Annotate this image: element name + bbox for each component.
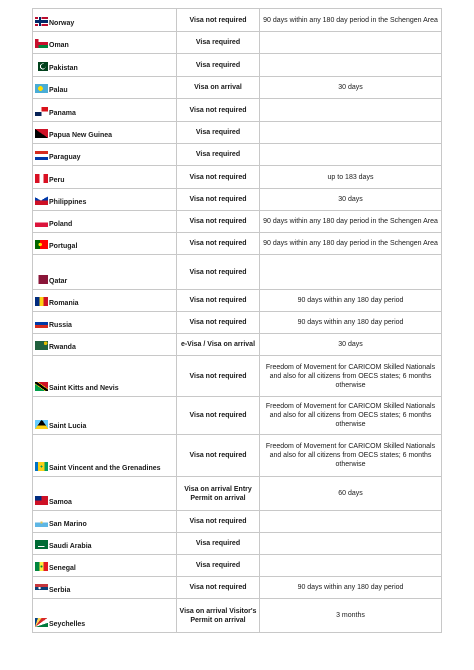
- allowed-stay: 3 months: [260, 599, 442, 633]
- visa-requirement: Visa required: [177, 32, 260, 54]
- country-cell: [33, 334, 177, 356]
- country-name: Saudi Arabia: [49, 543, 92, 550]
- table-row: [33, 122, 442, 144]
- country-cell: [33, 290, 177, 312]
- country-cell: [33, 32, 177, 54]
- allowed-stay: Freedom of Movement for CARICOM Skilled Nationals and also for all citizens from OECS states; 6 months otherwise: [260, 397, 442, 435]
- peru-flag-icon: [35, 174, 48, 183]
- table-row: [33, 511, 442, 533]
- table-row: [33, 99, 442, 122]
- country-name: Philippines: [49, 199, 87, 206]
- country-cell: [33, 599, 177, 633]
- country-name: Samoa: [49, 499, 72, 506]
- visa-requirement: Visa not required: [177, 9, 260, 32]
- allowed-stay: [260, 533, 442, 555]
- country-name: Rwanda: [49, 344, 76, 351]
- visa-requirements-table: [32, 8, 442, 633]
- table-row: [33, 599, 442, 633]
- country-cell: [33, 77, 177, 99]
- country-cell: [33, 397, 177, 435]
- allowed-stay: 90 days within any 180 day period in the Schengen Area: [260, 211, 442, 233]
- table-row: [33, 356, 442, 397]
- country-name: Romania: [49, 300, 79, 307]
- allowed-stay: [260, 99, 442, 122]
- allowed-stay: 30 days: [260, 334, 442, 356]
- visa-requirement: Visa required: [177, 144, 260, 166]
- allowed-stay: [260, 122, 442, 144]
- country-name: Serbia: [49, 587, 71, 594]
- allowed-stay: [260, 144, 442, 166]
- country-cell: [33, 211, 177, 233]
- country-cell: [33, 144, 177, 166]
- san-marino-flag-icon: [35, 518, 48, 527]
- allowed-stay: [260, 32, 442, 54]
- allowed-stay: [260, 255, 442, 290]
- visa-requirement: Visa not required: [177, 511, 260, 533]
- country-name: Palau: [49, 87, 68, 94]
- visa-requirement: Visa required: [177, 555, 260, 577]
- romania-flag-icon: [35, 297, 48, 306]
- papua-new-guinea-flag-icon: [35, 129, 48, 138]
- table-row: [33, 312, 442, 334]
- country-cell: [33, 533, 177, 555]
- portugal-flag-icon: [35, 240, 48, 249]
- visa-requirement: e-Visa / Visa on arrival: [177, 334, 260, 356]
- country-name: Saint Vincent and the Grenadines: [49, 465, 161, 472]
- allowed-stay: 90 days within any 180 day period: [260, 312, 442, 334]
- country-name: Russia: [49, 322, 72, 329]
- table-row: [33, 477, 442, 511]
- country-cell: [33, 233, 177, 255]
- table-row: [33, 166, 442, 189]
- table-row: [33, 189, 442, 211]
- country-name: Papua New Guinea: [49, 132, 113, 139]
- saint-kitts-and-nevis-flag-icon: [35, 382, 48, 391]
- seychelles-flag-icon: [35, 618, 48, 627]
- allowed-stay: up to 183 days: [260, 166, 442, 189]
- visa-requirement: Visa on arrival: [177, 77, 260, 99]
- country-name: Poland: [49, 221, 73, 228]
- poland-flag-icon: [35, 218, 48, 227]
- country-cell: [33, 577, 177, 599]
- country-name: Peru: [49, 177, 65, 184]
- allowed-stay: 30 days: [260, 77, 442, 99]
- visa-requirement: Visa not required: [177, 577, 260, 599]
- visa-requirement: Visa not required: [177, 211, 260, 233]
- visa-requirement: Visa on arrival Entry Permit on arrival: [177, 477, 260, 511]
- country-name: Paraguay: [49, 154, 81, 161]
- country-name: San Marino: [49, 521, 87, 528]
- visa-requirement: Visa not required: [177, 435, 260, 477]
- country-name: Qatar: [49, 278, 68, 285]
- visa-requirement: Visa required: [177, 54, 260, 77]
- visa-requirement: Visa required: [177, 533, 260, 555]
- country-cell: [33, 166, 177, 189]
- table-row: [33, 233, 442, 255]
- allowed-stay: 60 days: [260, 477, 442, 511]
- saint-lucia-flag-icon: [35, 420, 48, 429]
- russia-flag-icon: [35, 319, 48, 328]
- visa-requirement: Visa not required: [177, 397, 260, 435]
- table-row: [33, 533, 442, 555]
- table-row: [33, 255, 442, 290]
- serbia-flag-icon: [35, 584, 48, 593]
- allowed-stay: [260, 54, 442, 77]
- table-row: [33, 555, 442, 577]
- country-cell: [33, 511, 177, 533]
- allowed-stay: 90 days within any 180 day period: [260, 577, 442, 599]
- pakistan-flag-icon: [35, 62, 48, 71]
- senegal-flag-icon: [35, 562, 48, 571]
- qatar-flag-icon: [35, 275, 48, 284]
- allowed-stay: 90 days within any 180 day period in the Schengen Area: [260, 233, 442, 255]
- table-row: [33, 577, 442, 599]
- allowed-stay: Freedom of Movement for CARICOM Skilled Nationals and also for all citizens from OECS states; 6 months otherwise: [260, 435, 442, 477]
- rwanda-flag-icon: [35, 341, 48, 350]
- visa-requirement: Visa not required: [177, 189, 260, 211]
- country-name: Portugal: [49, 243, 78, 250]
- oman-flag-icon: [35, 39, 48, 48]
- table-row: [33, 290, 442, 312]
- allowed-stay: Freedom of Movement for CARICOM Skilled Nationals and also for all citizens from OECS states; 6 months otherwise: [260, 356, 442, 397]
- country-cell: [33, 255, 177, 290]
- visa-requirement: Visa not required: [177, 99, 260, 122]
- table-row: [33, 32, 442, 54]
- norway-flag-icon: [35, 17, 48, 26]
- country-cell: [33, 189, 177, 211]
- allowed-stay: 90 days within any 180 day period: [260, 290, 442, 312]
- table-row: [33, 435, 442, 477]
- table-row: [33, 334, 442, 356]
- visa-requirement: Visa not required: [177, 166, 260, 189]
- country-cell: [33, 356, 177, 397]
- visa-requirement: Visa not required: [177, 255, 260, 290]
- table-row: [33, 144, 442, 166]
- visa-requirement: Visa not required: [177, 356, 260, 397]
- country-name: Oman: [49, 42, 69, 49]
- country-cell: [33, 312, 177, 334]
- visa-requirement: Visa not required: [177, 312, 260, 334]
- philippines-flag-icon: [35, 196, 48, 205]
- country-cell: [33, 9, 177, 32]
- visa-requirement: Visa not required: [177, 233, 260, 255]
- country-cell: [33, 435, 177, 477]
- saudi-arabia-flag-icon: [35, 540, 48, 549]
- table-row: [33, 9, 442, 32]
- visa-table-body: [33, 9, 442, 633]
- paraguay-flag-icon: [35, 151, 48, 160]
- country-name: Pakistan: [49, 65, 78, 72]
- table-row: [33, 397, 442, 435]
- table-row: [33, 54, 442, 77]
- country-cell: [33, 99, 177, 122]
- visa-requirement: Visa required: [177, 122, 260, 144]
- allowed-stay: [260, 511, 442, 533]
- country-name: Senegal: [49, 565, 76, 572]
- table-row: [33, 77, 442, 99]
- visa-requirement: Visa not required: [177, 290, 260, 312]
- table-row: [33, 211, 442, 233]
- country-name: Norway: [49, 20, 75, 27]
- allowed-stay: 90 days within any 180 day period in the Schengen Area: [260, 9, 442, 32]
- country-name: Saint Kitts and Nevis: [49, 385, 119, 392]
- visa-requirement: Visa on arrival Visitor's Permit on arrival: [177, 599, 260, 633]
- country-name: Seychelles: [49, 621, 86, 628]
- country-cell: [33, 122, 177, 144]
- country-cell: [33, 54, 177, 77]
- saint-vincent-and-the-grenadines-flag-icon: [35, 462, 48, 471]
- country-cell: [33, 555, 177, 577]
- country-name: Panama: [49, 110, 76, 117]
- samoa-flag-icon: [35, 496, 48, 505]
- allowed-stay: 30 days: [260, 189, 442, 211]
- country-cell: [33, 477, 177, 511]
- panama-flag-icon: [35, 107, 48, 116]
- allowed-stay: [260, 555, 442, 577]
- country-name: Saint Lucia: [49, 423, 87, 430]
- palau-flag-icon: [35, 84, 48, 93]
